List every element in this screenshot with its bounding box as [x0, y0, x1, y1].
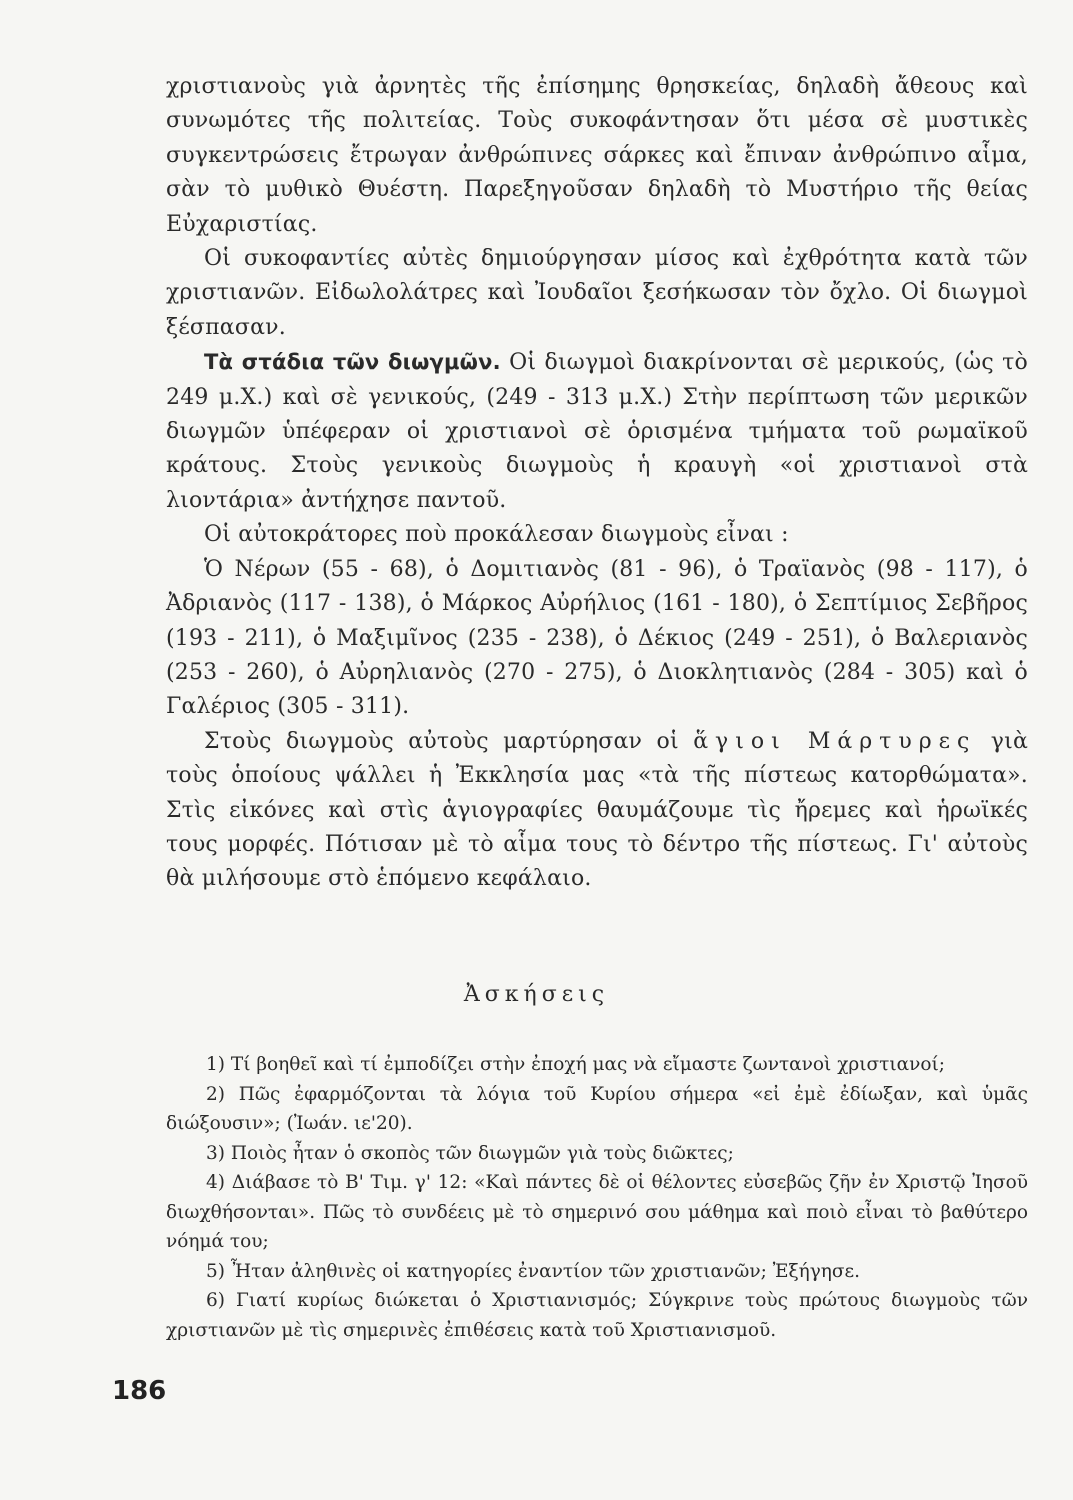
section-heading: Τὰ στάδια τῶν διωγμῶν.	[204, 350, 501, 375]
exercise-item: 5) Ἦταν ἀληθινὲς οἱ κατηγορίες ἐναντίον τῶν χριστιανῶν; Ἐξήγησε.	[206, 1260, 860, 1282]
paragraph-text: Οἱ διωγμοὶ διακρίνονται σὲ μερικούς, (ὡς τὸ 249 μ.Χ.) καὶ σὲ γενικούς, (249 - 313 μ.Χ.) Στὴν περίπτωση τῶν μερικῶν διωγμῶν ὑπέφεραν οἱ χριστιανοὶ σὲ ὁρισμένα τμήματα τοῦ ρωμαϊκοῦ κράτους. Στοὺς γενικοὺς διωγμοὺς ἡ κραυγὴ «οἱ χριστιανοὶ στὰ λιοντάρια» ἀντήχησε παντοῦ.	[166, 350, 1028, 513]
exercise-item: 4) Διάβασε τὸ Β' Τιμ. γ' 12: «Καὶ πάντες δὲ οἱ θέλοντες εὐσεβῶς ζῆν ἐν Χριστῷ Ἰησοῦ διωχθήσονται». Πῶς τὸ συνδέεις μὲ τὸ σημερινό σου μάθημα καὶ ποιὸ εἶναι τὸ βαθύτερο νόημά του;	[166, 1172, 1028, 1252]
paragraph-text: γιὰ τοὺς ὁποίους ψάλλει ἡ Ἐκκλησία μας «τὰ τῆς πίστεως κατορθώματα». Στὶς εἰκόνες καὶ στὶς ἁγιογραφίες θαυμάζουμε τὶς ἤρεμες καὶ ἡρωϊκές τους μορφές. Πότισαν μὲ τὸ αἷμα τους τὸ δέντρο τῆς πίστεως. Γι' αὐτοὺς θὰ μιλήσουμε στὸ ἑπόμενο κεφάλαιο.	[166, 728, 1029, 892]
paragraph: Οἱ συκοφαντίες αὐτὲς δημιούργησαν μίσος καὶ ἐχθρότητα κατὰ τῶν χριστιανῶν. Εἰδωλολάτρες καὶ Ἰουδαῖοι ξεσήκωσαν τὸν ὄχλο. Οἱ διωγμοὶ ξέσπασαν.	[166, 246, 1028, 340]
exercise-item: 2) Πῶς ἐφαρμόζονται τὰ λόγια τοῦ Κυρίου σήμερα «εἰ ἐμὲ ἐδίωξαν, καὶ ὑμᾶς διώξουσιν»; (Ἰωάν. ιε'20).	[166, 1083, 1028, 1134]
body-text	[166, 70, 1028, 897]
page-number: 186	[112, 1376, 167, 1406]
spaced-emphasis: ἅγιοι Μάρτυρες	[693, 728, 977, 754]
paragraph: χριστιανοὺς γιὰ ἀρνητὲς τῆς ἐπίσημης θρησκείας, δηλαδὴ ἄθεους καὶ συνωμότες τῆς πολιτείας. Τοὺς συκοφάντησαν ὅτι μέσα σὲ μυστικὲς συγκεντρώσεις ἔτρωγαν ἀνθρώπινες σάρκες καὶ ἔπιναν ἀνθρώπινο αἷμα, σὰν τὸ μυθικὸ Θυέστη. Παρεξηγοῦσαν δηλαδὴ τὸ Μυστήριο τῆς θείας Εὐχαριστίας.	[166, 74, 1028, 237]
emperors-paragraph: Ὁ Νέρων (55 - 68), ὁ Δομιτιανὸς (81 - 96), ὁ Τραϊανὸς (98 - 117), ὁ Ἀδριανὸς (117 - 138), ὁ Μάρκος Αὐρήλιος (161 - 180), ὁ Σεπτίμιος Σεβῆρος (193 - 211), ὁ Μαξιμῖνος (235 - 238), ὁ Δέκιος (249 - 251), ὁ Βαλεριανὸς (253 - 260), ὁ Αὐρηλιανὸς (270 - 275), ὁ Διοκλητιανὸς (284 - 305) καὶ ὁ Γαλέριος (305 - 311).	[166, 556, 1028, 720]
exercise-item: 1) Τί βοηθεῖ καὶ τί ἐμποδίζει στὴν ἐποχή μας νὰ εἴμαστε ζωντανοὶ χριστιανοί;	[206, 1054, 946, 1075]
exercise-item: 3) Ποιὸς ἦταν ὁ σκοπὸς τῶν διωγμῶν γιὰ τοὺς διῶκτες;	[206, 1142, 734, 1164]
exercises-list	[166, 1050, 1028, 1345]
exercise-item: 6) Γιατί κυρίως διώκεται ὁ Χριστιανισμός; Σύγκρινε τοὺς πρώτους διωγμοὺς τῶν χριστιανῶν μὲ τὶς σημερινὲς ἐπιθέσεις κατὰ τοῦ Χριστιανισμοῦ.	[166, 1290, 1028, 1341]
section-paragraph	[166, 345, 1028, 518]
paragraph: Οἱ αὐτοκράτορες ποὺ προκάλεσαν διωγμοὺς εἶναι :	[204, 522, 789, 548]
martyrs-paragraph	[166, 725, 1028, 897]
paragraph-text: Στοὺς διωγμοὺς αὐτοὺς μαρτύρησαν οἱ	[204, 728, 679, 754]
exercises-title: Ἀσκήσεις	[463, 982, 610, 1007]
